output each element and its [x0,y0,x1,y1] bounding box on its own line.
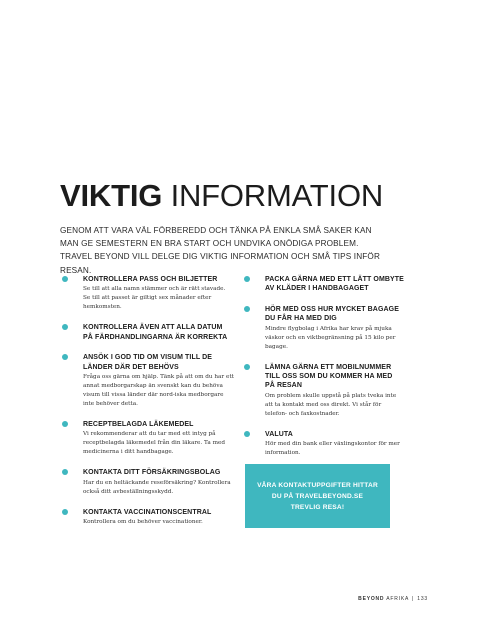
item-body: Hör med din bank eller växlingskontor för mer information. [265,441,400,457]
item-heading: KONTROLLERA ÄVEN ATT ALLA DATUM PÅ FÄRDHANDLINGARNA ÄR KORREKTA [83,324,228,341]
item-heading: LÄMNA GÄRNA ETT MOBILNUMMER TILL OSS SOM DU KOMMER HA MED PÅ RESAN [265,363,393,390]
left-column [62,275,234,538]
info-item [62,275,234,312]
info-item [244,430,404,458]
bullet-dot [62,469,68,475]
item-body: Vi rekommenderar att du tar med ett intyg på receptbelagda läkemedel från din läkare. Ta med medicinerna i ditt handbagage. [83,431,225,456]
footer-brand: BEYOND [358,596,385,602]
info-item [62,468,234,496]
bullet-dot [62,324,68,330]
info-item [62,508,234,527]
item-heading: RECEPTBELAGDA LÄKEMEDEL [83,421,194,429]
contact-box-text: VÅRA KONTAKTUPPGIFTER HITTAR DU PÅ TRAVELBEYOND.SE TREVLIG RESA! [257,481,378,511]
item-heading: KONTAKTA VACCINATIONSCENTRAL [83,508,212,516]
info-item [244,275,404,294]
item-body: Har du en heltäckande reseförsäkring? Kontrollera också ditt avbeställningsskydd. [83,479,231,495]
item-heading: HÖR MED OSS HUR MYCKET BAGAGE DU FÅR HA MED DIG [265,305,399,323]
bullet-dot [244,306,250,312]
bullet-dot [62,509,68,515]
bullet-dot [62,354,68,360]
info-item [62,353,234,409]
bullet-dot [62,276,68,282]
page-title [60,178,383,214]
page-number: 133 [417,596,428,602]
item-heading: KONTROLLERA PASS OCH BILJETTER [83,276,218,283]
bullet-dot [244,431,250,437]
item-heading: VALUTA [265,430,293,438]
title-light: INFORMATION [170,178,384,213]
info-item [62,323,234,342]
right-column [244,275,404,469]
footer-section: AFRIKA [386,596,410,602]
item-body: Mindre flygbolag i Afrika har krav på mjuka väskor och en viktbegränsning på 15 kilo per bagage. [265,325,396,350]
info-item [62,420,234,457]
footer-separator: | [412,596,415,602]
bullet-dot [244,276,250,282]
item-heading: KONTAKTA DITT FÖRSÄKRINGSBOLAG [83,469,221,477]
intro-text: GENOM ATT VARA VÄL FÖRBEREDD OCH TÄNKA PÅ ENKLA SMÅ SAKER KAN MAN GE SEMESTERN EN BRA START OCH UNDVIKA ONÖDIGA PROBLEM. TRAVEL BEYOND VILL DELGE DIG VIKTIG INFORMATION OCH SMÅ TIPS INFÖR RESAN. [60,226,381,275]
item-body: Om problem skulle uppstå på plats tveka inte att ta kontakt med oss direkt. Vi står för telefon- och faxkostnader. [265,392,397,417]
item-body: Fråga oss gärna om hjälp. Tänk på att om du har ett annat medborgarskap än svenskt kan du behöva visum till vissa länder där nord-iska medborgare inte behöver detta. [83,374,234,408]
item-heading: PACKA GÄRNA MED ETT LÄTT OMBYTE AV KLÄDER I HANDBAGAGET [265,276,404,293]
item-body: Kontrollera om du behöver vaccinationer. [83,519,203,526]
bullet-dot [62,421,68,427]
item-heading: ANSÖK I GOD TID OM VISUM TILL DE LÄNDER DÄR DET BEHÖVS [83,354,213,371]
contact-info-box [245,464,390,528]
item-body: Se till att alla namn stämmer och är rätt stavade. Se till att passet är giltigt sex månader efter hemkomsten. [83,286,226,311]
title-bold: VIKTIG [60,178,163,213]
info-item [244,305,404,352]
page-footer [358,596,428,602]
info-item [244,363,404,419]
bullet-dot [244,364,250,370]
